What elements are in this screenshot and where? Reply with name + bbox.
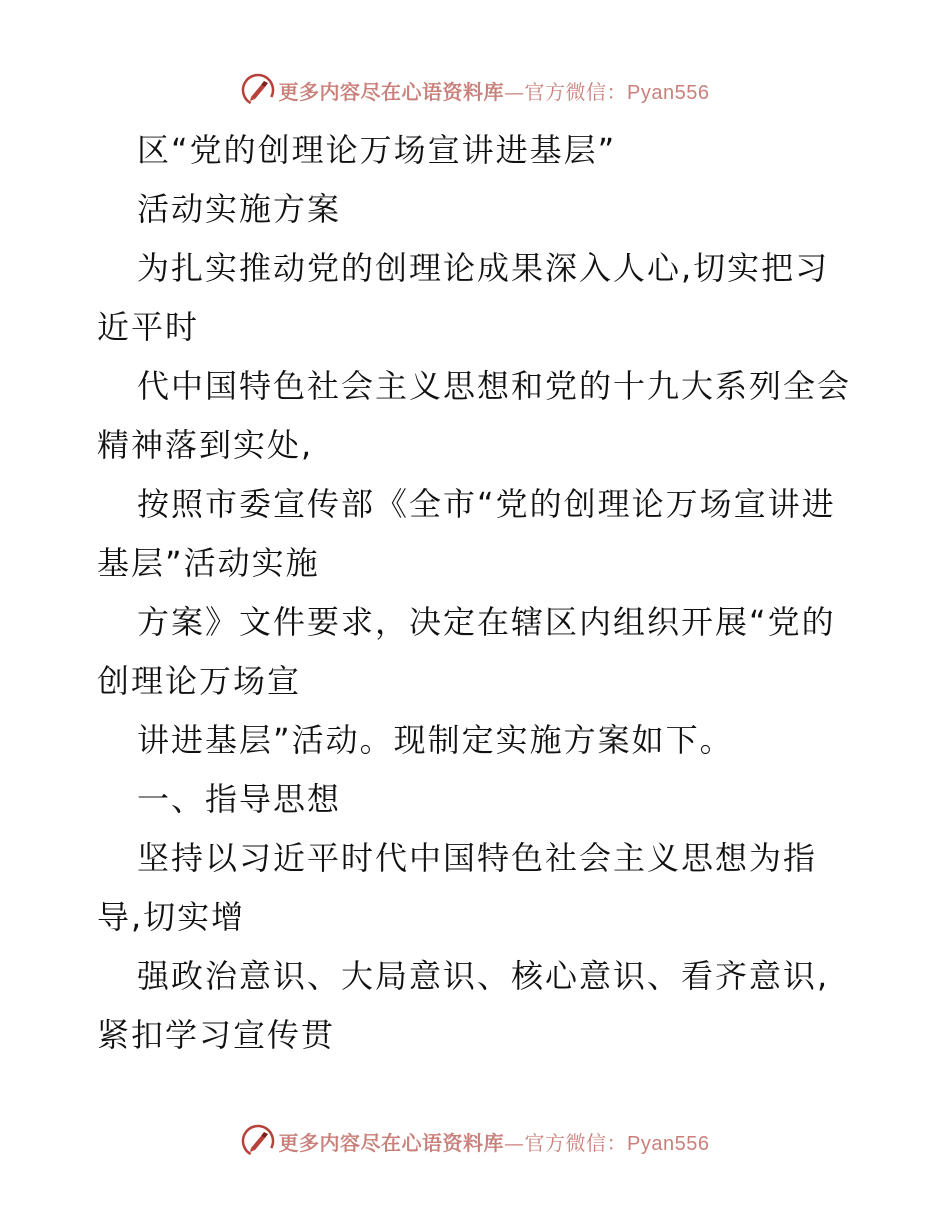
- header-banner-text: [279, 76, 710, 105]
- footer-banner-text: [279, 1127, 710, 1156]
- document-paragraph: 讲进基层”活动。现制定实施方案如下。: [137, 721, 734, 759]
- footer-banner: [0, 1121, 950, 1161]
- footer-banner-content: [241, 1124, 710, 1158]
- document-paragraph: 方案》文件要求，决定在辖区内组织开展“党的创理论万场宣: [97, 603, 836, 700]
- document-paragraph: 活动实施方案: [137, 190, 342, 228]
- footer-banner-wechat-id: Pyan556: [627, 1132, 710, 1155]
- document-paragraph: 为扎实推动党的创理论成果深入人心,切实把习近平时: [97, 249, 830, 346]
- document-paragraph: 坚持以习近平时代中国特色社会主义思想为指导,切实增: [97, 839, 818, 936]
- footer-banner-dash: —: [504, 1130, 525, 1155]
- pen-logo-icon: [241, 1124, 275, 1158]
- footer-banner-lead: 更多内容尽在心语资料库: [278, 1130, 505, 1155]
- header-banner: [0, 70, 950, 110]
- pen-logo-icon: [241, 73, 275, 107]
- header-banner-wechat-id: Pyan556: [627, 81, 710, 104]
- header-banner-lead: 更多内容尽在心语资料库: [278, 79, 505, 104]
- header-banner-content: [241, 73, 710, 107]
- document-body: [97, 121, 857, 1065]
- document-paragraph: 一、指导思想: [137, 780, 342, 818]
- footer-banner-label: 官方微信：: [524, 1130, 628, 1155]
- document-paragraph: 代中国特色社会主义思想和党的十九大系列全会精神落到实处,: [97, 367, 852, 464]
- document-paragraph: 按照市委宣传部《全市“党的创理论万场宣讲进基层”活动实施: [97, 485, 836, 582]
- header-banner-dash: —: [504, 79, 525, 104]
- document-paragraph: 强政治意识、大局意识、核心意识、看齐意识,紧扣学习宣传贯: [97, 957, 830, 1054]
- header-banner-label: 官方微信：: [524, 79, 628, 104]
- document-paragraph: 区“党的创理论万场宣讲进基层”: [137, 131, 617, 169]
